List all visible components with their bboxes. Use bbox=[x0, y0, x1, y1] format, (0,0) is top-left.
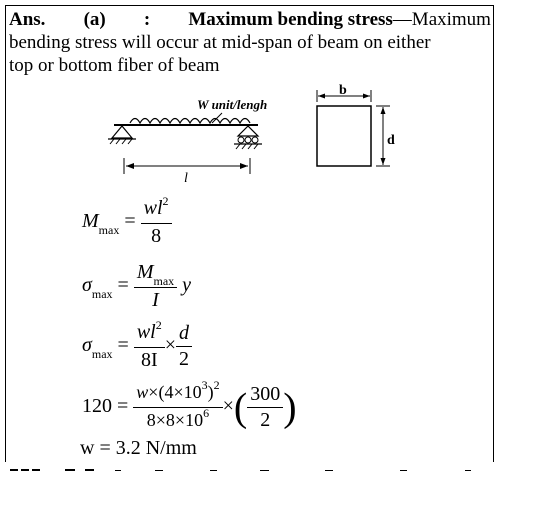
width-arrow-right bbox=[363, 94, 370, 99]
equals-sign: = bbox=[124, 210, 136, 233]
part-label: (a) bbox=[83, 9, 106, 30]
roller-wheel bbox=[238, 137, 244, 143]
fraction-wl2-over-8 bbox=[141, 196, 172, 249]
width-arrow-left bbox=[318, 94, 325, 99]
width-label: b bbox=[339, 83, 347, 98]
cut-off-next-line bbox=[5, 461, 494, 471]
dash: — bbox=[392, 9, 412, 30]
numerator: $wl^2$ bbox=[141, 196, 172, 224]
roller-support-icon bbox=[238, 126, 258, 136]
header-line-3: top or bottom fiber of beam bbox=[9, 55, 220, 76]
span-arrow-left bbox=[126, 163, 134, 169]
roller-wheel bbox=[252, 137, 258, 143]
line1-tail: Maximum bbox=[411, 9, 491, 30]
colon: : bbox=[143, 9, 151, 30]
sigma-symbol: σ bbox=[82, 274, 92, 297]
y-symbol: y bbox=[182, 274, 192, 297]
result-line bbox=[80, 437, 197, 460]
ans-label: Ans. bbox=[9, 9, 46, 30]
pin-support-icon bbox=[112, 126, 132, 138]
denominator: 8 bbox=[151, 225, 162, 247]
roller-wheel bbox=[245, 137, 251, 143]
depth-label: d bbox=[387, 133, 395, 148]
header-line-2: bending stress will occur at mid-span of beam on either bbox=[9, 32, 431, 53]
max-subscript: max bbox=[98, 223, 120, 238]
equation-flexure-formula: $\sigma_{max}$ = $\frac{M_{max}}{I}$ y bbox=[82, 261, 192, 311]
result-text: w = 3.2 N/mm bbox=[80, 437, 197, 459]
depth-arrow-bottom bbox=[381, 158, 386, 165]
depth-arrow-top bbox=[381, 107, 386, 114]
beam-figure bbox=[0, 0, 536, 200]
span-label: l bbox=[184, 171, 188, 186]
cross-section bbox=[317, 106, 371, 166]
equation-max-moment bbox=[82, 196, 172, 249]
m-symbol: M bbox=[82, 210, 99, 233]
load-label: W unit/lengh bbox=[197, 97, 268, 112]
udl-load-line bbox=[130, 119, 250, 124]
equation-substituted: $\sigma_{max}$ = $\frac{wl^2}{8I}$ × $\frac{d}{2}$ bbox=[82, 320, 192, 373]
span-arrow-right bbox=[240, 163, 248, 169]
equation-numeric: 120 = $\frac{w\times(4\times 10^3)^2}{8\times 8\times 10^6}$ ×( $\frac{300}{2}$ ) bbox=[82, 378, 297, 431]
fraction-m-over-i: $\frac{M_{max}}{I}$ bbox=[134, 260, 177, 313]
pin-hatch bbox=[110, 139, 132, 144]
roller-hatch bbox=[236, 144, 258, 149]
topic-title: Maximum bending stress bbox=[188, 9, 393, 30]
cut-off-glyphs bbox=[5, 464, 494, 471]
